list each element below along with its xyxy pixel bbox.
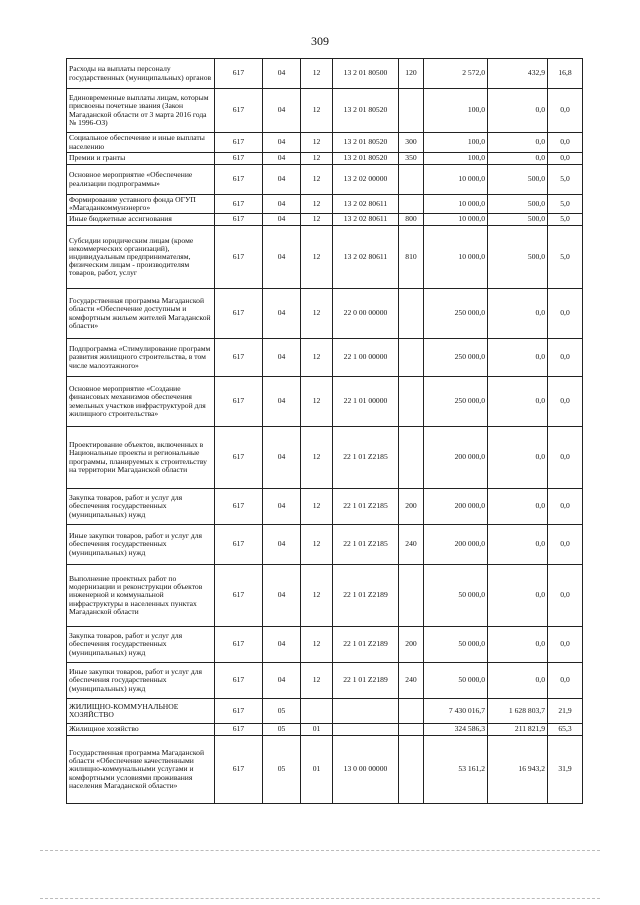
row-percent: 5,0 <box>548 165 583 195</box>
row-vr: 200 <box>399 489 424 525</box>
row-csr: 13 2 01 80500 <box>333 59 399 89</box>
row-ved: 617 <box>215 525 263 565</box>
row-pr: 12 <box>301 195 333 214</box>
table-row <box>67 195 583 214</box>
table-row <box>67 736 583 804</box>
row-percent: 5,0 <box>548 214 583 226</box>
row-vr <box>399 89 424 133</box>
row-ved: 617 <box>215 627 263 663</box>
row-pr: 12 <box>301 153 333 165</box>
row-percent: 0,0 <box>548 339 583 377</box>
row-sum-plan: 100,0 <box>424 89 488 133</box>
row-name: Единовременные выплаты лицам, которым присвоены почетные звания (Закон Магаданской области от 3 марта 2016 года № 1996-ОЗ) <box>67 89 215 133</box>
row-pr: 12 <box>301 59 333 89</box>
row-ved: 617 <box>215 724 263 736</box>
row-name: Жилищное хозяйство <box>67 724 215 736</box>
row-ved: 617 <box>215 133 263 153</box>
row-csr: 13 2 02 80611 <box>333 226 399 289</box>
row-rz: 04 <box>263 565 301 627</box>
row-name: Государственная программа Магаданской области «Обеспечение доступным и комфортным жильем жителей Магаданской области» <box>67 289 215 339</box>
row-csr: 22 1 01 Z2185 <box>333 489 399 525</box>
budget-table <box>66 58 583 804</box>
row-pr: 12 <box>301 377 333 427</box>
row-pr: 12 <box>301 663 333 699</box>
row-name: Социальное обеспечение и иные выплаты населению <box>67 133 215 153</box>
scan-artifact-line <box>40 898 600 899</box>
row-percent: 0,0 <box>548 427 583 489</box>
row-pr: 12 <box>301 133 333 153</box>
row-rz: 05 <box>263 736 301 804</box>
row-ved: 617 <box>215 289 263 339</box>
row-percent: 21,9 <box>548 699 583 724</box>
row-vr <box>399 165 424 195</box>
table-row <box>67 89 583 133</box>
row-name: Проектирование объектов, включенных в Национальные проекты и региональные программы, планируемых к строительству на территории Магаданской области <box>67 427 215 489</box>
row-percent: 0,0 <box>548 663 583 699</box>
row-percent: 0,0 <box>548 377 583 427</box>
row-sum-plan: 53 161,2 <box>424 736 488 804</box>
row-csr: 13 2 01 80520 <box>333 133 399 153</box>
row-percent: 0,0 <box>548 89 583 133</box>
row-pr: 12 <box>301 489 333 525</box>
table-row <box>67 165 583 195</box>
row-sum-plan: 324 586,3 <box>424 724 488 736</box>
table-row <box>67 627 583 663</box>
row-sum-plan: 200 000,0 <box>424 489 488 525</box>
row-csr: 13 2 02 00000 <box>333 165 399 195</box>
row-pr: 12 <box>301 339 333 377</box>
row-sum-fact: 0,0 <box>488 627 548 663</box>
row-rz: 04 <box>263 663 301 699</box>
row-percent: 0,0 <box>548 525 583 565</box>
row-sum-plan: 10 000,0 <box>424 226 488 289</box>
table-row <box>67 289 583 339</box>
row-sum-plan: 250 000,0 <box>424 339 488 377</box>
row-rz: 04 <box>263 489 301 525</box>
row-rz: 04 <box>263 627 301 663</box>
row-percent: 0,0 <box>548 133 583 153</box>
row-vr: 200 <box>399 627 424 663</box>
row-percent: 65,3 <box>548 724 583 736</box>
table-row <box>67 377 583 427</box>
row-rz: 04 <box>263 133 301 153</box>
table-row <box>67 133 583 153</box>
row-name: Субсидии юридическим лицам (кроме некоммерческих организаций), индивидуальным предпринимателям, физическим лицам - производителям товаров, работ, услуг <box>67 226 215 289</box>
table-row <box>67 214 583 226</box>
row-pr: 12 <box>301 165 333 195</box>
row-rz: 04 <box>263 427 301 489</box>
table-row <box>67 565 583 627</box>
row-name: Иные закупки товаров, работ и услуг для обеспечения государственных (муниципальных) нужд <box>67 525 215 565</box>
row-percent: 0,0 <box>548 153 583 165</box>
row-ved: 617 <box>215 339 263 377</box>
row-csr: 13 2 02 80611 <box>333 214 399 226</box>
row-sum-fact: 0,0 <box>488 339 548 377</box>
row-sum-fact: 0,0 <box>488 427 548 489</box>
row-ved: 617 <box>215 699 263 724</box>
row-pr: 12 <box>301 289 333 339</box>
row-name: Государственная программа Магаданской области «Обеспечение качественными жилищно-коммунальными услугами и комфортными условиями проживания населения Магаданской области» <box>67 736 215 804</box>
row-ved: 617 <box>215 89 263 133</box>
row-rz: 04 <box>263 339 301 377</box>
row-rz: 04 <box>263 226 301 289</box>
row-pr <box>301 699 333 724</box>
row-pr: 01 <box>301 724 333 736</box>
row-name: ЖИЛИЩНО-КОММУНАЛЬНОЕ ХОЗЯЙСТВО <box>67 699 215 724</box>
row-sum-fact: 1 628 803,7 <box>488 699 548 724</box>
row-csr: 22 1 01 Z2189 <box>333 565 399 627</box>
row-vr: 300 <box>399 133 424 153</box>
row-csr: 22 0 00 00000 <box>333 289 399 339</box>
row-pr: 12 <box>301 226 333 289</box>
row-name: Премии и гранты <box>67 153 215 165</box>
row-ved: 617 <box>215 165 263 195</box>
row-vr <box>399 427 424 489</box>
row-sum-plan: 200 000,0 <box>424 427 488 489</box>
row-csr: 22 1 01 Z2185 <box>333 525 399 565</box>
row-sum-fact: 500,0 <box>488 226 548 289</box>
row-rz: 04 <box>263 153 301 165</box>
row-csr: 13 0 00 00000 <box>333 736 399 804</box>
row-sum-plan: 10 000,0 <box>424 165 488 195</box>
row-sum-fact: 0,0 <box>488 89 548 133</box>
row-csr: 22 1 00 00000 <box>333 339 399 377</box>
table-body <box>67 59 583 804</box>
row-csr <box>333 699 399 724</box>
row-ved: 617 <box>215 226 263 289</box>
table-row <box>67 226 583 289</box>
row-ved: 617 <box>215 565 263 627</box>
row-ved: 617 <box>215 489 263 525</box>
row-sum-fact: 0,0 <box>488 489 548 525</box>
row-sum-plan: 7 430 016,7 <box>424 699 488 724</box>
row-vr: 350 <box>399 153 424 165</box>
row-rz: 04 <box>263 377 301 427</box>
row-sum-plan: 50 000,0 <box>424 627 488 663</box>
row-percent: 5,0 <box>548 226 583 289</box>
row-sum-fact: 0,0 <box>488 663 548 699</box>
row-sum-plan: 50 000,0 <box>424 663 488 699</box>
row-sum-fact: 0,0 <box>488 133 548 153</box>
table-row <box>67 59 583 89</box>
row-ved: 617 <box>215 377 263 427</box>
row-ved: 617 <box>215 736 263 804</box>
row-pr: 12 <box>301 525 333 565</box>
row-name: Основное мероприятие «Обеспечение реализации подпрограммы» <box>67 165 215 195</box>
row-sum-plan: 10 000,0 <box>424 195 488 214</box>
row-percent: 31,9 <box>548 736 583 804</box>
row-rz: 04 <box>263 289 301 339</box>
row-sum-plan: 100,0 <box>424 153 488 165</box>
row-name: Иные закупки товаров, работ и услуг для обеспечения государственных (муниципальных) нужд <box>67 663 215 699</box>
row-ved: 617 <box>215 663 263 699</box>
row-vr <box>399 699 424 724</box>
row-sum-plan: 50 000,0 <box>424 565 488 627</box>
row-sum-fact: 0,0 <box>488 289 548 339</box>
row-csr: 22 1 01 Z2189 <box>333 663 399 699</box>
row-rz: 04 <box>263 195 301 214</box>
row-name: Закупка товаров, работ и услуг для обеспечения государственных (муниципальных) нужд <box>67 627 215 663</box>
row-name: Выполнение проектных работ по модернизации и реконструкции объектов инженерной и коммунальной инфраструктуры в населенных пунктах Магаданской области <box>67 565 215 627</box>
row-rz: 05 <box>263 724 301 736</box>
row-percent: 0,0 <box>548 289 583 339</box>
row-pr: 12 <box>301 427 333 489</box>
row-sum-fact: 0,0 <box>488 153 548 165</box>
row-ved: 617 <box>215 59 263 89</box>
row-vr <box>399 289 424 339</box>
row-rz: 04 <box>263 59 301 89</box>
row-ved: 617 <box>215 195 263 214</box>
row-pr: 01 <box>301 736 333 804</box>
table-row <box>67 525 583 565</box>
row-sum-plan: 10 000,0 <box>424 214 488 226</box>
row-csr: 22 1 01 00000 <box>333 377 399 427</box>
row-sum-fact: 0,0 <box>488 377 548 427</box>
row-ved: 617 <box>215 427 263 489</box>
row-sum-fact: 432,9 <box>488 59 548 89</box>
row-percent: 16,8 <box>548 59 583 89</box>
row-vr: 800 <box>399 214 424 226</box>
row-name: Основное мероприятие «Создание финансовых механизмов обеспечения земельных участков инфраструктурой для жилищного строительства» <box>67 377 215 427</box>
scan-artifact-line <box>40 850 600 851</box>
row-vr: 240 <box>399 525 424 565</box>
row-pr: 12 <box>301 214 333 226</box>
row-rz: 04 <box>263 89 301 133</box>
table-row <box>67 699 583 724</box>
row-sum-fact: 0,0 <box>488 565 548 627</box>
row-ved: 617 <box>215 153 263 165</box>
row-vr <box>399 724 424 736</box>
table-row <box>67 663 583 699</box>
row-pr: 12 <box>301 627 333 663</box>
row-ved: 617 <box>215 214 263 226</box>
row-pr: 12 <box>301 89 333 133</box>
row-vr: 240 <box>399 663 424 699</box>
row-csr: 13 2 01 80520 <box>333 89 399 133</box>
row-csr <box>333 724 399 736</box>
row-vr: 120 <box>399 59 424 89</box>
row-vr <box>399 195 424 214</box>
row-sum-fact: 500,0 <box>488 195 548 214</box>
row-csr: 13 2 01 80520 <box>333 153 399 165</box>
row-percent: 0,0 <box>548 565 583 627</box>
row-sum-plan: 200 000,0 <box>424 525 488 565</box>
row-csr: 22 1 01 Z2185 <box>333 427 399 489</box>
row-rz: 04 <box>263 165 301 195</box>
row-vr <box>399 377 424 427</box>
table-row <box>67 153 583 165</box>
row-percent: 0,0 <box>548 627 583 663</box>
row-sum-fact: 500,0 <box>488 214 548 226</box>
row-name: Подпрограмма «Стимулирование программ развития жилищного строительства, в том числе малоэтажного» <box>67 339 215 377</box>
row-sum-plan: 2 572,0 <box>424 59 488 89</box>
row-name: Закупка товаров, работ и услуг для обеспечения государственных (муниципальных) нужд <box>67 489 215 525</box>
table-row <box>67 724 583 736</box>
row-pr: 12 <box>301 565 333 627</box>
row-rz: 04 <box>263 525 301 565</box>
row-rz: 04 <box>263 214 301 226</box>
row-name: Расходы на выплаты персоналу государственных (муниципальных) органов <box>67 59 215 89</box>
row-sum-fact: 500,0 <box>488 165 548 195</box>
row-percent: 0,0 <box>548 489 583 525</box>
row-csr: 13 2 02 80611 <box>333 195 399 214</box>
row-sum-plan: 250 000,0 <box>424 377 488 427</box>
table-row <box>67 489 583 525</box>
row-vr <box>399 736 424 804</box>
row-sum-plan: 100,0 <box>424 133 488 153</box>
row-vr <box>399 339 424 377</box>
row-percent: 5,0 <box>548 195 583 214</box>
row-vr: 810 <box>399 226 424 289</box>
row-sum-plan: 250 000,0 <box>424 289 488 339</box>
row-sum-fact: 211 821,9 <box>488 724 548 736</box>
row-sum-fact: 16 943,2 <box>488 736 548 804</box>
row-rz: 05 <box>263 699 301 724</box>
row-sum-fact: 0,0 <box>488 525 548 565</box>
row-name: Формирование уставного фонда ОГУП «Магаданкоммунэнерго» <box>67 195 215 214</box>
row-csr: 22 1 01 Z2189 <box>333 627 399 663</box>
row-vr <box>399 565 424 627</box>
table-row <box>67 339 583 377</box>
page-number: 309 <box>311 34 329 48</box>
row-name: Иные бюджетные ассигнования <box>67 214 215 226</box>
table-row <box>67 427 583 489</box>
